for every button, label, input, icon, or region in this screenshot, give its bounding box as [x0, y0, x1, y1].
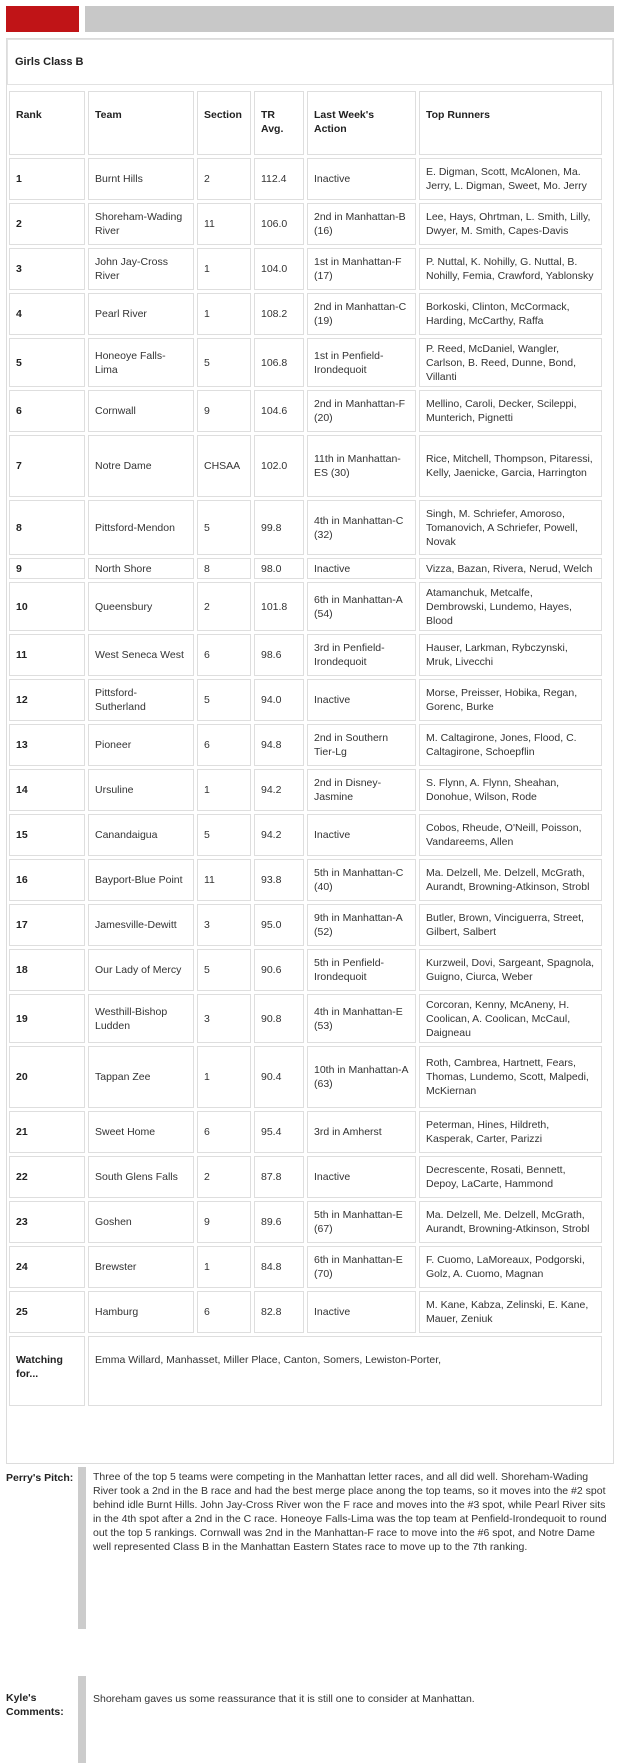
cell-team: North Shore — [88, 558, 194, 579]
cell-top-runners: Morse, Preisser, Hobika, Regan, Gorenc, Burke — [419, 679, 602, 721]
cell-team: Hamburg — [88, 1291, 194, 1333]
cell-action: 3rd in Amherst — [307, 1111, 416, 1153]
table-row — [9, 904, 602, 946]
cell-top-runners: Butler, Brown, Vinciguerra, Street, Gilbert, Salbert — [419, 904, 602, 946]
cell-top-runners: Hauser, Larkman, Rybczynski, Mruk, Livecchi — [419, 634, 602, 676]
table-row — [9, 769, 602, 811]
table-row — [9, 1246, 602, 1288]
header-rank: Rank — [9, 91, 85, 155]
cell-rank: 9 — [9, 558, 85, 579]
cell-tr-avg: 90.6 — [254, 949, 304, 991]
header-top-runners: Top Runners — [419, 91, 602, 155]
cell-team: Ursuline — [88, 769, 194, 811]
cell-section: 5 — [197, 679, 251, 721]
table-row — [9, 1111, 602, 1153]
cell-rank: 21 — [9, 1111, 85, 1153]
cell-tr-avg: 104.0 — [254, 248, 304, 290]
cell-section: 9 — [197, 1201, 251, 1243]
cell-top-runners: Cobos, Rheude, O'Neill, Poisson, Vandareems, Allen — [419, 814, 602, 856]
cell-section: 11 — [197, 203, 251, 245]
cell-action: Inactive — [307, 679, 416, 721]
cell-action: Inactive — [307, 158, 416, 200]
cell-top-runners: Borkoski, Clinton, McCormack, Harding, McCarthy, Raffa — [419, 293, 602, 335]
cell-action: Inactive — [307, 1156, 416, 1198]
cell-team: South Glens Falls — [88, 1156, 194, 1198]
cell-rank: 4 — [9, 293, 85, 335]
cell-section: 3 — [197, 904, 251, 946]
table-row — [9, 814, 602, 856]
table-row — [9, 994, 602, 1043]
cell-section: 5 — [197, 814, 251, 856]
cell-action: 2nd in Manhattan-C (19) — [307, 293, 416, 335]
cell-section: 5 — [197, 338, 251, 387]
perry-bar — [78, 1467, 86, 1629]
cell-rank: 8 — [9, 500, 85, 555]
cell-rank: 6 — [9, 390, 85, 432]
cell-top-runners: Vizza, Bazan, Rivera, Nerud, Welch — [419, 558, 602, 579]
cell-team: Pittsford-Sutherland — [88, 679, 194, 721]
cell-team: Pittsford-Mendon — [88, 500, 194, 555]
table-row — [9, 500, 602, 555]
cell-team: Notre Dame — [88, 435, 194, 497]
cell-action: 4th in Manhattan-E (53) — [307, 994, 416, 1043]
cell-rank: 7 — [9, 435, 85, 497]
cell-team: Sweet Home — [88, 1111, 194, 1153]
table-row — [9, 859, 602, 901]
cell-rank: 24 — [9, 1246, 85, 1288]
cell-tr-avg: 98.0 — [254, 558, 304, 579]
cell-tr-avg: 112.4 — [254, 158, 304, 200]
table-row — [9, 634, 602, 676]
cell-tr-avg: 98.6 — [254, 634, 304, 676]
watching-row — [9, 1336, 602, 1406]
cell-rank: 1 — [9, 158, 85, 200]
page-title: Girls Class B — [7, 39, 613, 85]
cell-action: Inactive — [307, 814, 416, 856]
table-row — [9, 435, 602, 497]
cell-action: 5th in Penfield-Irondequoit — [307, 949, 416, 991]
cell-rank: 12 — [9, 679, 85, 721]
table-row — [9, 1046, 602, 1108]
cell-tr-avg: 95.0 — [254, 904, 304, 946]
table-row — [9, 582, 602, 631]
cell-top-runners: Ma. Delzell, Me. Delzell, McGrath, Aurandt, Browning-Atkinson, Strobl — [419, 859, 602, 901]
table-header-row — [9, 91, 602, 155]
cell-tr-avg: 93.8 — [254, 859, 304, 901]
cell-action: Inactive — [307, 558, 416, 579]
rankings-table — [6, 88, 605, 1409]
cell-tr-avg: 95.4 — [254, 1111, 304, 1153]
cell-team: Bayport-Blue Point — [88, 859, 194, 901]
table-row — [9, 1291, 602, 1333]
cell-team: Our Lady of Mercy — [88, 949, 194, 991]
cell-team: Goshen — [88, 1201, 194, 1243]
cell-top-runners: Mellino, Caroli, Decker, Scileppi, Munterich, Pignetti — [419, 390, 602, 432]
cell-tr-avg: 106.8 — [254, 338, 304, 387]
cell-section: 6 — [197, 724, 251, 766]
table-row — [9, 558, 602, 579]
cell-action: 2nd in Manhattan-F (20) — [307, 390, 416, 432]
cell-team: Shoreham-Wading River — [88, 203, 194, 245]
cell-top-runners: M. Kane, Kabza, Zelinski, E. Kane, Mauer, Zeniuk — [419, 1291, 602, 1333]
cell-section: 6 — [197, 1291, 251, 1333]
cell-action: 9th in Manhattan-A (52) — [307, 904, 416, 946]
header-section: Section — [197, 91, 251, 155]
cell-tr-avg: 94.2 — [254, 814, 304, 856]
cell-rank: 22 — [9, 1156, 85, 1198]
cell-section: 1 — [197, 1246, 251, 1288]
table-row — [9, 679, 602, 721]
cell-rank: 5 — [9, 338, 85, 387]
cell-tr-avg: 90.8 — [254, 994, 304, 1043]
cell-top-runners: Kurzweil, Dovi, Sargeant, Spagnola, Guigno, Ciurca, Weber — [419, 949, 602, 991]
top-banner — [6, 6, 614, 32]
cell-tr-avg: 87.8 — [254, 1156, 304, 1198]
cell-rank: 2 — [9, 203, 85, 245]
table-row — [9, 1201, 602, 1243]
cell-top-runners: Corcoran, Kenny, McAneny, H. Coolican, A. Coolican, McCaul, Daigneau — [419, 994, 602, 1043]
header-tr-avg: TR Avg. — [254, 91, 304, 155]
cell-section: 1 — [197, 769, 251, 811]
cell-rank: 14 — [9, 769, 85, 811]
table-row — [9, 949, 602, 991]
cell-rank: 23 — [9, 1201, 85, 1243]
table-row — [9, 293, 602, 335]
kyle-label: Kyle's Comments: — [6, 1692, 64, 1718]
cell-rank: 20 — [9, 1046, 85, 1108]
cell-action: 6th in Manhattan-E (70) — [307, 1246, 416, 1288]
cell-top-runners: M. Caltagirone, Jones, Flood, C. Caltagirone, Schoepflin — [419, 724, 602, 766]
cell-team: Pearl River — [88, 293, 194, 335]
cell-section: 6 — [197, 634, 251, 676]
cell-rank: 25 — [9, 1291, 85, 1333]
cell-section: 2 — [197, 582, 251, 631]
cell-team: Tappan Zee — [88, 1046, 194, 1108]
cell-tr-avg: 101.8 — [254, 582, 304, 631]
cell-action: 2nd in Disney-Jasmine — [307, 769, 416, 811]
cell-section: 1 — [197, 1046, 251, 1108]
cell-tr-avg: 94.8 — [254, 724, 304, 766]
cell-section: 3 — [197, 994, 251, 1043]
cell-tr-avg: 99.8 — [254, 500, 304, 555]
cell-tr-avg: 102.0 — [254, 435, 304, 497]
cell-team: Cornwall — [88, 390, 194, 432]
cell-top-runners: Decrescente, Rosati, Bennett, Depoy, LaCarte, Hammond — [419, 1156, 602, 1198]
cell-action: 3rd in Penfield-Irondequoit — [307, 634, 416, 676]
cell-rank: 10 — [9, 582, 85, 631]
cell-team: John Jay-Cross River — [88, 248, 194, 290]
cell-section: 1 — [197, 293, 251, 335]
cell-rank: 19 — [9, 994, 85, 1043]
cell-section: 2 — [197, 1156, 251, 1198]
cell-tr-avg: 84.8 — [254, 1246, 304, 1288]
cell-rank: 17 — [9, 904, 85, 946]
cell-team: Queensbury — [88, 582, 194, 631]
cell-tr-avg: 94.2 — [254, 769, 304, 811]
cell-rank: 16 — [9, 859, 85, 901]
cell-top-runners: Roth, Cambrea, Hartnett, Fears, Thomas, Lundemo, Scott, Malpedi, McKiernan — [419, 1046, 602, 1108]
cell-section: 1 — [197, 248, 251, 290]
header-last-week-action: Last Week's Action — [307, 91, 416, 155]
cell-tr-avg: 90.4 — [254, 1046, 304, 1108]
cell-section: 8 — [197, 558, 251, 579]
cell-section: 9 — [197, 390, 251, 432]
cell-section: 5 — [197, 500, 251, 555]
cell-top-runners: Lee, Hays, Ohrtman, L. Smith, Lilly, Dwyer, M. Smith, Capes-Davis — [419, 203, 602, 245]
table-row — [9, 338, 602, 387]
cell-rank: 15 — [9, 814, 85, 856]
cell-team: Westhill-Bishop Ludden — [88, 994, 194, 1043]
cell-section: CHSAA — [197, 435, 251, 497]
cell-tr-avg: 104.6 — [254, 390, 304, 432]
cell-section: 11 — [197, 859, 251, 901]
cell-top-runners: Peterman, Hines, Hildreth, Kasperak, Carter, Parizzi — [419, 1111, 602, 1153]
cell-action: 4th in Manhattan-C (32) — [307, 500, 416, 555]
cell-top-runners: Rice, Mitchell, Thompson, Pitaressi, Kelly, Jaenicke, Garcia, Harrington — [419, 435, 602, 497]
cell-section: 5 — [197, 949, 251, 991]
cell-team: Canandaigua — [88, 814, 194, 856]
cell-top-runners: Atamanchuk, Metcalfe, Dembrowski, Lundemo, Hayes, Blood — [419, 582, 602, 631]
banner-bar — [85, 6, 614, 32]
kyle-bar — [78, 1676, 86, 1763]
cell-rank: 18 — [9, 949, 85, 991]
table-row — [9, 248, 602, 290]
table-row — [9, 158, 602, 200]
cell-tr-avg: 89.6 — [254, 1201, 304, 1243]
cell-tr-avg: 108.2 — [254, 293, 304, 335]
cell-action: 10th in Manhattan-A (63) — [307, 1046, 416, 1108]
perry-label: Perry's Pitch: — [6, 1472, 74, 1484]
cell-action: 1st in Penfield-Irondequoit — [307, 338, 416, 387]
cell-action: 2nd in Southern Tier-Lg — [307, 724, 416, 766]
cell-action: 5th in Manhattan-C (40) — [307, 859, 416, 901]
cell-team: West Seneca West — [88, 634, 194, 676]
cell-tr-avg: 94.0 — [254, 679, 304, 721]
table-row — [9, 203, 602, 245]
cell-action: Inactive — [307, 1291, 416, 1333]
watching-teams: Emma Willard, Manhasset, Miller Place, Canton, Somers, Lewiston-Porter, — [88, 1336, 602, 1406]
cell-team: Honeoye Falls-Lima — [88, 338, 194, 387]
cell-action: 1st in Manhattan-F (17) — [307, 248, 416, 290]
cell-action: 2nd in Manhattan-B (16) — [307, 203, 416, 245]
perry-text: Three of the top 5 teams were competing in the Manhattan letter races, and all did well. Shoreham-Wading River took a 2nd in the B race and had the best merge place anong the top teams, so it moves into the #2 spot behind idle Burnt Hills. John Jay-Cross River won the F race and moves into the #3 spot, while Pearl River sits in the 4th spot after a 2nd in the C race. Honeoye Falls-Lima was the top team at Penfield-Irondequoit to round out the top 5 rankings. Cornwall was 2nd in the Manhattan-F race to move into the #6 spot, and Notre Dame well represented Class B in the Manhattan Eastern States race to move up to the 7th ranking. — [93, 1471, 607, 1553]
table-row — [9, 1156, 602, 1198]
cell-team: Burnt Hills — [88, 158, 194, 200]
cell-section: 2 — [197, 158, 251, 200]
cell-section: 6 — [197, 1111, 251, 1153]
cell-team: Pioneer — [88, 724, 194, 766]
kyle-text: Shoreham gaves us some reassurance that it is still one to consider at Manhattan. — [93, 1693, 475, 1705]
cell-tr-avg: 82.8 — [254, 1291, 304, 1333]
cell-top-runners: E. Digman, Scott, McAlonen, Ma. Jerry, L. Digman, Sweet, Mo. Jerry — [419, 158, 602, 200]
cell-top-runners: S. Flynn, A. Flynn, Sheahan, Donohue, Wilson, Rode — [419, 769, 602, 811]
header-team: Team — [88, 91, 194, 155]
cell-top-runners: P. Nuttal, K. Nohilly, G. Nuttal, B. Nohilly, Femia, Crawford, Yablonsky — [419, 248, 602, 290]
cell-rank: 13 — [9, 724, 85, 766]
table-row — [9, 724, 602, 766]
cell-team: Brewster — [88, 1246, 194, 1288]
cell-action: 5th in Manhattan-E (67) — [307, 1201, 416, 1243]
cell-rank: 3 — [9, 248, 85, 290]
cell-rank: 11 — [9, 634, 85, 676]
watching-label: Watching for... — [9, 1336, 85, 1406]
cell-top-runners: F. Cuomo, LaMoreaux, Podgorski, Golz, A. Cuomo, Magnan — [419, 1246, 602, 1288]
cell-action: 11th in Manhattan-ES (30) — [307, 435, 416, 497]
cell-top-runners: Singh, M. Schriefer, Amoroso, Tomanovich, A Schriefer, Powell, Novak — [419, 500, 602, 555]
cell-tr-avg: 106.0 — [254, 203, 304, 245]
cell-team: Jamesville-Dewitt — [88, 904, 194, 946]
cell-action: 6th in Manhattan-A (54) — [307, 582, 416, 631]
banner-accent-block — [6, 6, 79, 32]
cell-top-runners: P. Reed, McDaniel, Wangler, Carlson, B. Reed, Dunne, Bond, Villanti — [419, 338, 602, 387]
table-row — [9, 390, 602, 432]
cell-top-runners: Ma. Delzell, Me. Delzell, McGrath, Aurandt, Browning-Atkinson, Strobl — [419, 1201, 602, 1243]
